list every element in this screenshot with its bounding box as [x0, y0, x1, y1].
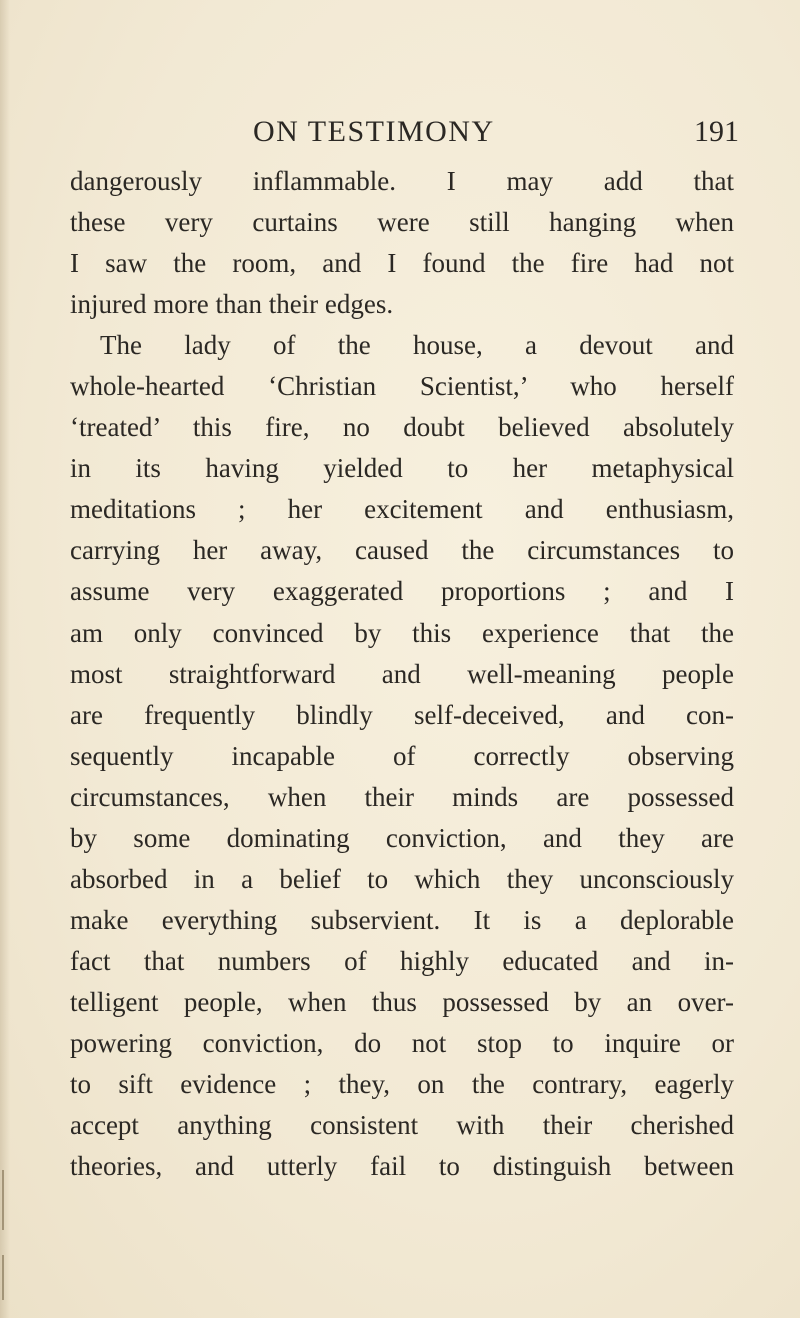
text-line: I saw the room, and I found the fire had not [70, 248, 734, 279]
text-line: circumstances, when their minds are possessed [70, 781, 734, 812]
text-line: ‘treated’ this fire, no doubt believed absolutely [70, 412, 734, 443]
text-line: theories, and utterly fail to distinguish between [70, 1151, 734, 1182]
text-line: to sift evidence ; they, on the contrary, eagerly [70, 1069, 734, 1100]
text-line: injured more than their edges. [70, 289, 394, 320]
text-line: fact that numbers of highly educated and in- [70, 945, 734, 976]
text-line: make everything subservient. It is a deplorable [70, 904, 734, 935]
text-line: carrying her away, caused the circumstances to [70, 535, 734, 566]
text-line: sequently incapable of correctly observing [70, 740, 734, 771]
running-head-title: ON TESTIMONY [253, 115, 495, 148]
text-line: powering conviction, do not stop to inquire or [70, 1027, 734, 1058]
text-line: are frequently blindly self-deceived, and con- [70, 699, 734, 730]
text-line: assume very exaggerated proportions ; and I [70, 576, 734, 607]
text-line: meditations ; her excitement and enthusiasm, [70, 494, 734, 525]
text-line: dangerously inflammable. I may add that [70, 166, 734, 196]
text-line: whole-hearted ‘Christian Scientist,’ who herself [70, 371, 734, 402]
text-line: telligent people, when thus possessed by an over- [70, 986, 734, 1017]
text-line: accept anything consistent with their cherished [70, 1110, 734, 1141]
text-line: most straightforward and well-meaning people [70, 658, 734, 689]
body-text [70, 161, 734, 1187]
page-gutter-shadow [0, 0, 10, 1318]
text-line: absorbed in a belief to which they unconsciously [70, 863, 734, 894]
running-head [0, 112, 800, 152]
text-line: in its having yielded to her metaphysical [70, 453, 734, 484]
text-line: The lady of the house, a devout and [100, 330, 734, 361]
page-number: 191 [694, 115, 739, 148]
page-edge-mark [2, 1170, 4, 1230]
text-line: am only convinced by this experience that the [70, 617, 734, 648]
text-line: these very curtains were still hanging when [70, 207, 734, 238]
text-line: by some dominating conviction, and they are [70, 822, 734, 853]
page-edge-mark [2, 1255, 4, 1300]
